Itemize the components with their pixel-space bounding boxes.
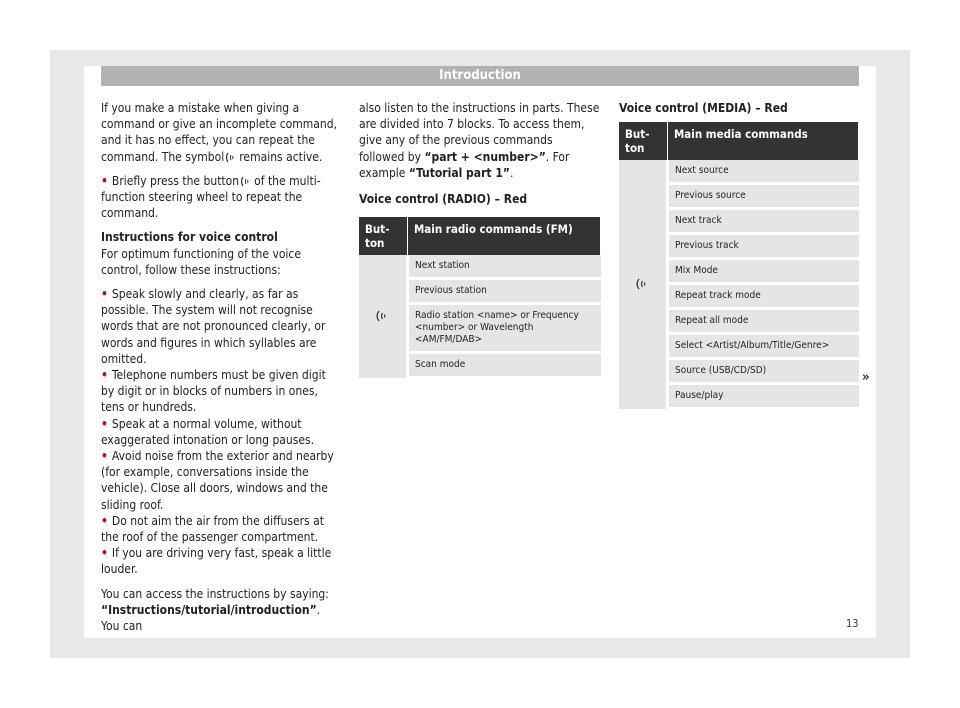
continuation-paragraph: also listen to the instructions in parts. These are divided into 7 blocks. To access them, give any of the previous commands followed by “part + <number>”. For example “Tutorial part 1”.	[359, 101, 600, 180]
command-cell: Repeat all mode	[668, 309, 859, 334]
voice-control-icon	[620, 277, 665, 291]
bullet-item: • Avoid noise from the exterior and nearby (for example, conversations inside the vehicle). Close all doors, windows and the sliding roof.	[101, 449, 334, 512]
command-cell: Pause/play	[668, 384, 859, 409]
intro-paragraph: If you make a mistake when giving a command or give an incomplete command, and it has no effect, you can repeat the command. The symbol remains active.	[101, 101, 338, 164]
command-cell: Scan mode	[408, 353, 601, 378]
access-paragraph: You can access the instructions by saying: “Instructions/tutorial/introduction”. You can	[101, 586, 329, 634]
instructions-intro: For optimum functioning of the voice control, follow these instructions:	[101, 246, 302, 277]
bullet-icon: •	[101, 287, 108, 302]
column-right	[619, 100, 859, 410]
column-header-commands: Main radio commands (FM)	[408, 217, 601, 255]
command-cell: Previous track	[668, 234, 859, 259]
voice-control-icon	[226, 152, 237, 163]
bullet-item: • If you are driving very fast, speak a little louder.	[101, 546, 332, 577]
table-row	[359, 255, 601, 279]
command-cell: Source (USB/CD/SD)	[668, 359, 859, 384]
voice-control-icon	[241, 176, 252, 187]
bullet-item: • Speak at a normal volume, without exaggerated intonation or long pauses.	[101, 416, 315, 447]
bullet-icon: •	[101, 416, 108, 431]
command-cell: Previous station	[408, 279, 601, 304]
bullet-icon: •	[101, 173, 108, 188]
command-cell: Mix Mode	[668, 259, 859, 284]
voice-control-icon	[360, 309, 405, 323]
table-row	[619, 160, 859, 184]
bullet-item: • Telephone numbers must be given digit by digit or in blocks of numbers in ones, tens or hundreds.	[101, 368, 326, 415]
command-cell: Radio station <name> or Frequency <number> or Wavelength <AM/FM/DAB>	[408, 304, 601, 353]
bullet-item: • Do not aim the air from the diffusers at the roof of the passenger compartment.	[101, 513, 324, 545]
column-header-button: But-ton	[619, 122, 668, 160]
bullet-icon: •	[101, 368, 108, 383]
column-header-button: But-ton	[359, 217, 408, 255]
instructions-heading: Instructions for voice control	[101, 230, 278, 245]
command-cell: Previous source	[668, 184, 859, 209]
bullet-icon: •	[101, 449, 108, 464]
bullet-item: • Briefly press the button of the multi-function steering wheel to repeat the command.	[101, 173, 321, 221]
column-left	[101, 100, 341, 634]
radio-table-title: Voice control (RADIO) – Red	[359, 192, 528, 207]
command-cell: Next track	[668, 209, 859, 234]
table-header-row	[359, 217, 601, 255]
radio-commands-table	[359, 217, 601, 379]
column-header-commands: Main media commands	[668, 122, 859, 160]
continued-arrow-icon: »	[862, 370, 870, 385]
command-cell: Next source	[668, 160, 859, 184]
page-number: 13	[846, 617, 859, 630]
command-cell: Repeat track mode	[668, 284, 859, 309]
bullet-icon: •	[101, 513, 108, 528]
section-header: Introduction	[101, 66, 859, 86]
table-header-row	[619, 122, 859, 160]
command-cell: Next station	[408, 255, 601, 279]
bullet-item: • Speak slowly and clearly, as far as possible. The system will not recognise words that are not pronounced clearly, or words and figures in which syllables are omitted.	[101, 287, 326, 366]
voice-button-cell	[619, 160, 668, 409]
media-table-title: Voice control (MEDIA) – Red	[619, 101, 788, 115]
bullet-icon: •	[101, 546, 108, 561]
media-commands-table	[619, 122, 859, 410]
column-middle	[359, 100, 601, 379]
command-cell: Select <Artist/Album/Title/Genre>	[668, 334, 859, 359]
voice-button-cell	[359, 255, 408, 378]
